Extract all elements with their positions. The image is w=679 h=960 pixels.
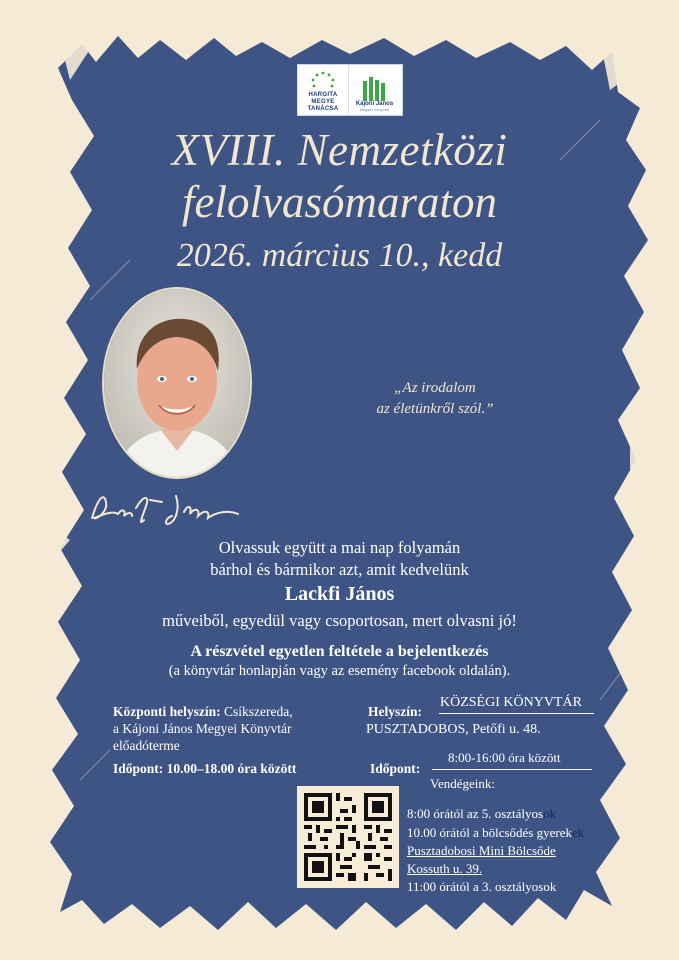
schedule-item-1-tail: ok	[543, 806, 557, 821]
local-venue-address: PUSZTADOBOS, Petőfi u. 48.	[366, 722, 541, 737]
schedule-item-2-text: 10.00 órától a bölcsődés gyerek	[407, 825, 572, 840]
qr-code[interactable]	[297, 786, 399, 888]
logo-text-2: MEGYE	[311, 99, 335, 105]
logo-text-1: HARGITA	[308, 92, 338, 98]
title-line-2: felolvasómaraton	[182, 177, 497, 227]
body-line-4: műveiből, egyedül vagy csoportosan, mert olvasni jó!	[162, 611, 517, 630]
author-name: Lackfi János	[284, 583, 395, 605]
qr-code-icon	[304, 793, 392, 881]
local-venue-name: KÖZSÉGI KÖNYVTÁR	[440, 695, 582, 710]
participation-condition: A részvétel egyetlen feltétele a bejelentkezés	[190, 643, 489, 660]
title-line-1: XVIII. Nemzetközi	[171, 125, 508, 175]
schedule-item-1	[407, 806, 556, 822]
body-line-2: bárhol és bármikor azt, amit kedvelünk	[210, 560, 469, 579]
quote-line-1: „Az irodalom	[394, 380, 476, 396]
library-logo	[348, 65, 400, 115]
library-logo-name: Kájoni János	[355, 101, 394, 107]
guests-label: Vendégeink:	[430, 776, 495, 791]
library-logo-sub: Megyei Könyvtár	[359, 107, 390, 112]
schedule-item-1-text: 8:00 órától az 5. osztályos	[407, 806, 544, 821]
venue-underline	[439, 713, 594, 714]
hargita-logo	[298, 65, 348, 115]
central-venue-line-3: előadóterme	[113, 738, 180, 753]
central-venue-label: Központi helyszín:	[113, 704, 221, 719]
star-ring-icon	[308, 70, 338, 92]
time-underline	[432, 769, 592, 770]
schedule-item-5: 11:00 órától a 3. osztályosok	[407, 879, 557, 894]
body-line-1: Olvassuk együtt a mai nap folyamán	[218, 538, 461, 557]
author-signature	[88, 488, 258, 528]
quote-line-2: az életünkről szól.”	[376, 401, 494, 417]
books-icon	[360, 75, 390, 101]
event-date: 2026. március 10., kedd	[176, 237, 503, 274]
central-venue-line-2: a Kájoni János Megyei Könyvtár	[113, 721, 292, 736]
schedule-item-2	[407, 825, 584, 841]
schedule-item-3: Pusztadobosi Mini Bölcsőde	[407, 843, 556, 858]
logo-text-3: TANÁCSA	[307, 106, 339, 112]
central-time: Időpont: 10.00–18.00 óra között	[113, 761, 297, 776]
central-venue-city: Csíkszereda,	[220, 704, 293, 719]
logo-block	[297, 64, 403, 116]
quote	[350, 378, 520, 420]
schedule-item-4: Kossuth u. 39.	[407, 861, 483, 876]
schedule-item-2-tail: ek	[571, 825, 585, 840]
central-venue	[113, 703, 293, 754]
local-time-label: Időpont:	[370, 761, 421, 776]
participation-note: (a könyvtár honlapján vagy az esemény facebook oldalán).	[168, 663, 511, 679]
author-portrait	[102, 287, 252, 479]
local-time-value: 8:00-16:00 óra között	[448, 750, 561, 765]
local-venue-label: Helyszín:	[368, 704, 422, 719]
